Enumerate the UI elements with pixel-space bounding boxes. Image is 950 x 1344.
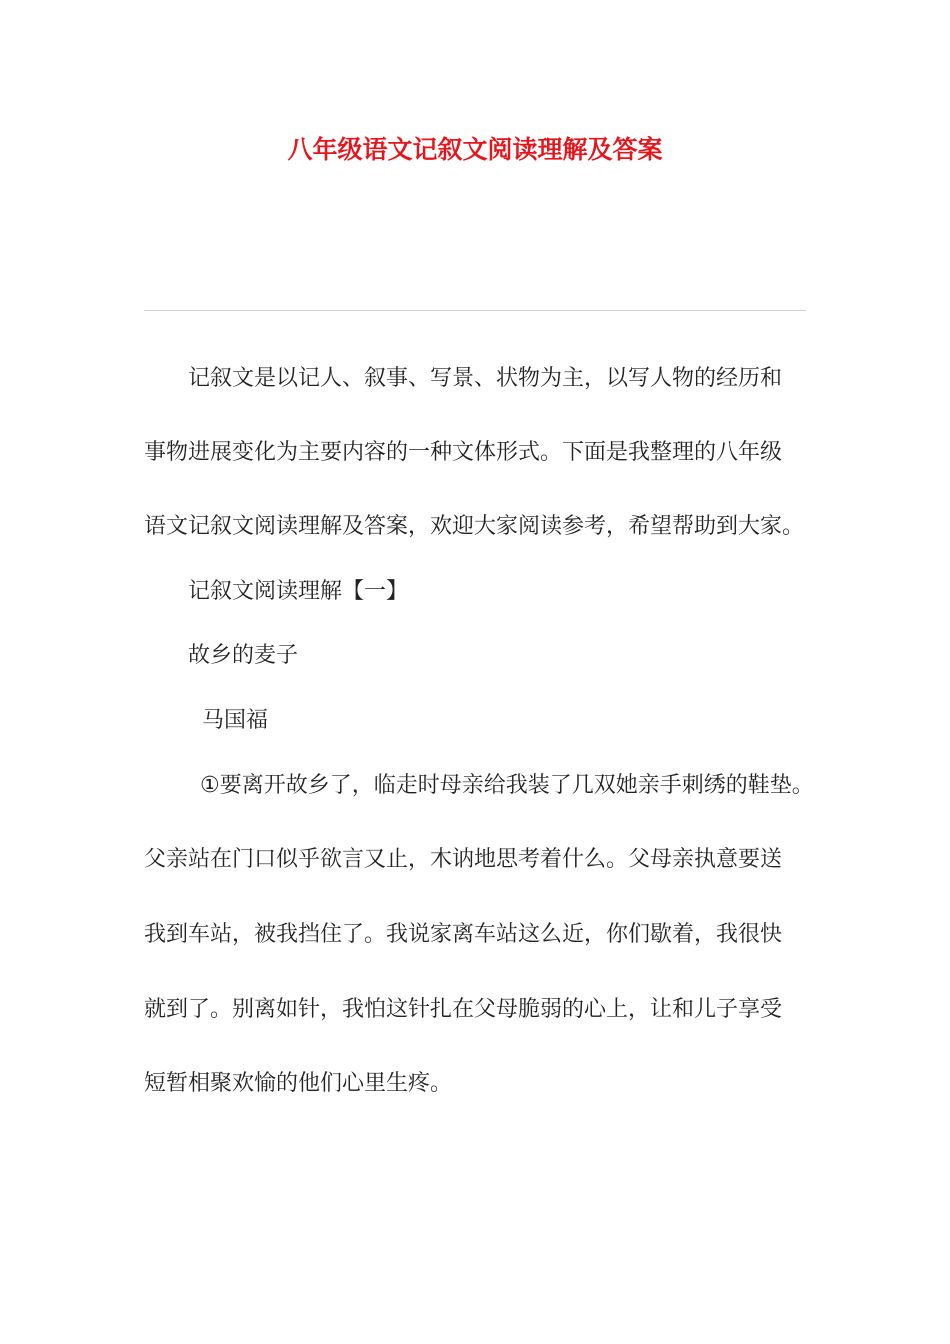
paragraph-line-4: 就到了。别离如针，我怕这针扎在父母脆弱的心上，让和儿子享受 xyxy=(144,997,783,1022)
paragraph-line-5: 短暂相聚欢愉的他们心里生疼。 xyxy=(144,1071,453,1096)
paragraph-line-1: ①要离开故乡了，临走时母亲给我装了几双她亲手刺绣的鞋垫。 xyxy=(200,773,814,798)
document-title: 八年级语文记叙文阅读理解及答案 xyxy=(287,135,663,164)
intro-line-3: 语文记叙文阅读理解及答案，欢迎大家阅读参考，希望帮助到大家。 xyxy=(144,514,805,539)
article-title: 故乡的麦子 xyxy=(188,643,299,668)
section-heading: 记叙文阅读理解【一】 xyxy=(188,579,409,604)
paragraph-line-2: 父亲站在门口似乎欲言又止，木讷地思考着什么。父母亲执意要送 xyxy=(144,847,783,872)
paragraph-line-3: 我到车站，被我挡住了。我说家离车站这么近，你们歇着，我很快 xyxy=(144,922,783,947)
divider-line xyxy=(144,310,806,311)
article-author: 马国福 xyxy=(202,708,269,733)
intro-line-1: 记叙文是以记人、叙事、写景、状物为主，以写人物的经历和 xyxy=(188,366,783,391)
intro-line-2: 事物进展变化为主要内容的一种文体形式。下面是我整理的八年级 xyxy=(144,440,783,465)
